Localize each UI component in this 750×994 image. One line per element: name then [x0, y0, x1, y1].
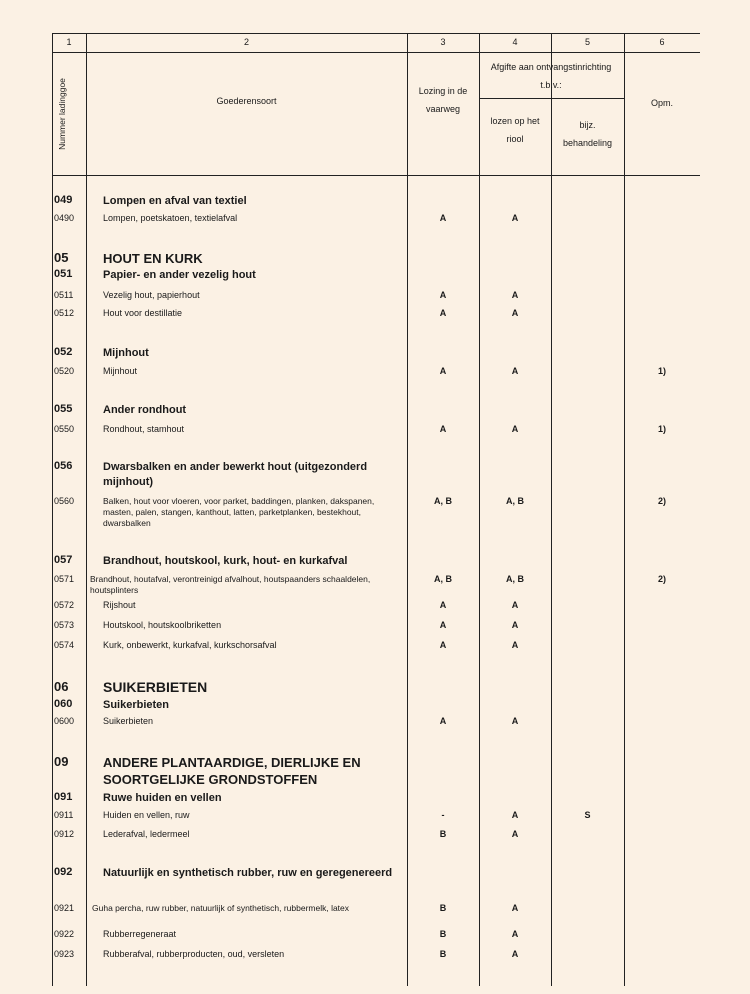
- row-description: Houtskool, houtskoolbriketten: [103, 620, 222, 630]
- row-description: Vezelig hout, papierhout: [103, 290, 200, 300]
- row-code: 0573: [54, 620, 75, 630]
- row-description: Ander rondhout: [103, 404, 187, 416]
- row-description: Rubberregeneraat: [103, 929, 177, 939]
- row-code: 091: [54, 791, 73, 803]
- row-col3: A: [439, 213, 447, 223]
- row-col3: A: [439, 620, 447, 630]
- row-col4: A: [511, 424, 519, 434]
- row-description: ANDERE PLANTAARDIGE, DIERLIJKE EN SOORTGELIJKE GRONDSTOFFEN: [103, 755, 361, 787]
- row-col4: A: [511, 949, 519, 959]
- row-description: SUIKERBIETEN: [103, 679, 208, 695]
- row-description: Rijshout: [103, 600, 136, 610]
- row-col3: -: [441, 810, 445, 820]
- row-code: 0512: [54, 308, 75, 318]
- row-code: 056: [54, 460, 73, 472]
- row-code: 060: [54, 698, 73, 710]
- row-col4: A, B: [506, 496, 524, 506]
- row-code: 055: [54, 403, 73, 415]
- row-col3: B: [439, 949, 447, 959]
- row-code: 0911: [54, 810, 74, 820]
- header-divider: [52, 175, 700, 176]
- row-col3: A: [439, 600, 447, 610]
- row-code: 0921: [54, 903, 75, 913]
- col45-header: Afgifte aan ontvangstinrichting t.b.v.:: [490, 62, 612, 90]
- row-col6: 2): [657, 496, 666, 506]
- row-code: 0922: [54, 929, 75, 939]
- row-description: Lompen en afval van textiel: [103, 195, 247, 207]
- row-description: Guha percha, ruw rubber, natuurlijk of synthetisch, rubbermelk, latex: [92, 903, 350, 913]
- row-col4: A: [511, 620, 519, 630]
- row-col3: A, B: [434, 574, 452, 584]
- row-col3: A: [439, 640, 447, 650]
- row-col4: A: [511, 290, 519, 300]
- row-description: Mijnhout: [103, 366, 138, 376]
- row-col3: B: [439, 929, 447, 939]
- row-col3: A: [439, 290, 447, 300]
- row-description: Lompen, poetskatoen, textielafval: [103, 213, 238, 223]
- row-code: 0490: [54, 213, 75, 223]
- row-col4: A: [511, 810, 519, 820]
- row-description: Ruwe huiden en vellen: [103, 792, 222, 804]
- row-description: Mijnhout: [103, 347, 149, 359]
- row-description: Dwarsbalken en ander bewerkt hout (uitgezonderd mijnhout): [103, 461, 368, 488]
- row-code: 052: [54, 346, 73, 358]
- row-description: Kurk, onbewerkt, kurkafval, kurkschorsafval: [103, 640, 277, 650]
- row-col6: 2): [657, 574, 666, 584]
- row-col3: A: [439, 716, 447, 726]
- row-col4: A: [511, 640, 519, 650]
- row-description: Rubberafval, rubberproducten, oud, versleten: [103, 949, 285, 959]
- row-col4: A: [511, 213, 519, 223]
- row-col3: A: [439, 424, 447, 434]
- row-col6: 1): [657, 424, 666, 434]
- table-top-border: [52, 33, 700, 34]
- row-code: 057: [54, 554, 73, 566]
- row-description: Brandhout, houtafval, verontreinigd afvalhout, houtspaanders schaaldelen, houtsplinters: [90, 574, 371, 595]
- col6-header: Opm.: [650, 98, 673, 108]
- row-description: Natuurlijk en synthetisch rubber, ruw en geregenereerd: [103, 867, 393, 879]
- row-description: Rondhout, stamhout: [103, 424, 185, 434]
- row-col3: A: [439, 366, 447, 376]
- col-number-3: 3: [440, 37, 446, 47]
- row-col4: A, B: [506, 574, 524, 584]
- row-code: 0923: [54, 949, 75, 959]
- row-col4: A: [511, 716, 519, 726]
- subheader-divider: [479, 98, 624, 99]
- row-code: 049: [54, 194, 73, 206]
- row-col4: A: [511, 308, 519, 318]
- row-description: Suikerbieten: [103, 699, 170, 711]
- row-col4: A: [511, 929, 519, 939]
- col-number-4: 4: [512, 37, 518, 47]
- row-col4: A: [511, 829, 519, 839]
- row-col3: A: [439, 308, 447, 318]
- row-code: 0572: [54, 600, 75, 610]
- row-col3: B: [439, 829, 447, 839]
- col-number-5: 5: [584, 37, 590, 47]
- row-code: 0520: [54, 366, 75, 376]
- row-code: 0574: [54, 640, 75, 650]
- row-code: 0550: [54, 424, 75, 434]
- col-number-1: 1: [66, 37, 72, 47]
- row-code: 09: [54, 754, 69, 769]
- row-description: Balken, hout voor vloeren, voor parket, baddingen, planken, dakspanen, masten, palen, stangen, kanthout, latten, parketplanken, bestekhout, dwarsbalken: [103, 496, 375, 528]
- row-code: 0600: [54, 716, 75, 726]
- row-description: Hout voor destillatie: [103, 308, 183, 318]
- row-description: HOUT EN KURK: [103, 251, 203, 266]
- row-col3: A, B: [434, 496, 452, 506]
- row-description: Huiden en vellen, ruw: [103, 810, 190, 820]
- row-description: Suikerbieten: [103, 716, 154, 726]
- row-col4: A: [511, 366, 519, 376]
- col-number-6: 6: [659, 37, 665, 47]
- row-col4: A: [511, 903, 519, 913]
- row-col3: B: [439, 903, 447, 913]
- row-code: 0560: [54, 496, 75, 506]
- row-description: Brandhout, houtskool, kurk, hout- en kurkafval: [103, 555, 348, 567]
- row-code: 051: [54, 268, 73, 280]
- col2-header: Goederensoort: [216, 96, 277, 106]
- row-col4: A: [511, 600, 519, 610]
- row-code: 05: [54, 250, 69, 265]
- row-description: Papier- en ander vezelig hout: [103, 269, 256, 281]
- col3-header: Lozing in de vaarweg: [418, 86, 468, 114]
- row-col6: 1): [657, 366, 666, 376]
- col5-header: bijz. behandeling: [562, 120, 613, 148]
- col-number-2: 2: [243, 37, 249, 47]
- col4-header: lozen op het riool: [490, 116, 540, 144]
- row-code: 0571: [54, 574, 75, 584]
- row-code: 092: [54, 866, 73, 878]
- col1-header: Nummer ladinggoe: [57, 78, 67, 150]
- column-number-divider: [52, 52, 700, 53]
- row-code: 0912: [54, 829, 75, 839]
- row-code: 06: [54, 679, 69, 694]
- row-col5: S: [584, 810, 591, 820]
- row-description: Lederafval, ledermeel: [103, 829, 190, 839]
- row-code: 0511: [54, 290, 74, 300]
